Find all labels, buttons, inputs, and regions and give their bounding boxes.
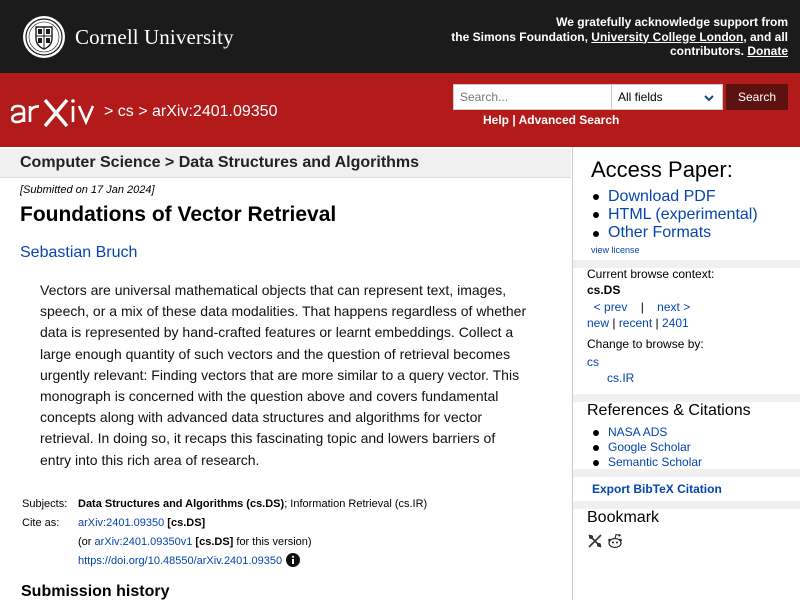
access-paper-title: Access Paper: bbox=[591, 157, 733, 182]
browse-cs-row bbox=[587, 354, 714, 370]
category-title: Computer Science > Data Structures and Algorithms bbox=[20, 154, 420, 171]
references-box bbox=[573, 402, 800, 477]
cite-row bbox=[22, 514, 427, 533]
submission-history-heading: Submission history bbox=[21, 583, 170, 600]
metadata-table bbox=[22, 495, 427, 571]
bibtex-box bbox=[573, 477, 800, 501]
doi-spacer bbox=[22, 552, 78, 571]
access-item bbox=[593, 224, 758, 242]
bullet-icon bbox=[593, 445, 599, 451]
breadcrumb-sep-1: > bbox=[104, 103, 118, 120]
bullet-icon bbox=[593, 212, 599, 218]
cornell-seal-icon bbox=[22, 15, 66, 59]
nasa-ads-link[interactable]: NASA ADS bbox=[608, 425, 668, 439]
reddit-icon[interactable] bbox=[607, 533, 623, 549]
breadcrumb-sep-2: > bbox=[133, 103, 153, 120]
cite-version-post: for this version) bbox=[233, 536, 312, 548]
browse-csir-row bbox=[587, 370, 714, 386]
cite-category: [cs.DS] bbox=[167, 517, 206, 529]
ack-contributors: contributors. bbox=[669, 44, 744, 58]
cite-version-spacer bbox=[22, 533, 78, 552]
paper-title: Foundations of Vector Retrieval bbox=[20, 203, 337, 226]
cite-value bbox=[78, 514, 205, 533]
ack-line-2 bbox=[428, 30, 788, 45]
access-item bbox=[593, 188, 758, 206]
other-formats-link[interactable]: Other Formats bbox=[608, 224, 712, 242]
sidebar bbox=[572, 147, 800, 600]
abstract: Vectors are universal mathematical objects that can represent text, images, speech, or a mix of these data modalities. That happens regardless of whether data is represented by hand-crafted features or learnt embeddings. Collect a large enough quantity of such vectors and the question of retrieval becomes urgently relevant: Finding vectors that are more similar to a query vector. This monograph is concerned with the question above and covers fundamental concepts along with advanced data structures and algorithms for vector retrieval. In doing so, it recaps this fascinating topic and lowers barriers of entry into this rich area of research. bbox=[40, 282, 527, 468]
export-bibtex-link[interactable]: Export BibTeX Citation bbox=[592, 482, 722, 496]
access-links bbox=[593, 188, 758, 243]
search-input[interactable] bbox=[453, 84, 611, 110]
acknowledgement bbox=[428, 15, 788, 59]
view-license-link[interactable]: view license bbox=[591, 245, 640, 255]
doi-value bbox=[78, 552, 300, 571]
pipe-sep: | bbox=[640, 300, 644, 314]
ack-simons: the Simons Foundation, bbox=[451, 29, 588, 44]
google-scholar-link[interactable]: Google Scholar bbox=[608, 440, 691, 454]
bullet-icon bbox=[593, 460, 599, 466]
ref-item bbox=[593, 440, 702, 455]
html-link[interactable]: HTML (experimental) bbox=[608, 206, 758, 224]
arxiv-logo-icon[interactable] bbox=[9, 95, 101, 131]
top-bar bbox=[0, 0, 800, 73]
sidebar-separator bbox=[573, 394, 800, 402]
browse-context-value: cs.DS bbox=[587, 283, 621, 297]
primary-subject: Data Structures and Algorithms (cs.DS) bbox=[78, 498, 285, 510]
field-select[interactable] bbox=[611, 84, 723, 110]
browse-box bbox=[573, 268, 800, 394]
download-pdf-link[interactable]: Download PDF bbox=[608, 188, 716, 205]
browse-cs-link[interactable]: cs bbox=[587, 355, 599, 369]
cite-version-link[interactable]: arXiv:2401.09350v1 bbox=[94, 536, 193, 548]
references-title: References & Citations bbox=[587, 402, 751, 419]
new-link[interactable]: new bbox=[587, 316, 610, 330]
breadcrumb bbox=[104, 103, 277, 121]
arxiv-header bbox=[0, 73, 800, 147]
browse-context bbox=[587, 266, 714, 386]
prev-link[interactable]: < prev bbox=[593, 300, 628, 314]
category-header bbox=[0, 149, 571, 178]
browse-csir-link[interactable]: cs.IR bbox=[607, 371, 635, 385]
next-link[interactable]: next > bbox=[657, 300, 691, 314]
subjects-value bbox=[78, 495, 427, 514]
bullet-icon bbox=[593, 194, 599, 200]
help-link[interactable]: Help bbox=[483, 113, 510, 127]
breadcrumb-cs[interactable]: cs bbox=[117, 103, 134, 120]
access-item bbox=[593, 206, 758, 224]
doi-link[interactable]: https://doi.org/10.48550/arXiv.2401.09350 bbox=[78, 555, 283, 567]
sidebar-separator bbox=[573, 501, 800, 509]
year-link[interactable]: 2401 bbox=[661, 316, 689, 330]
access-paper-box bbox=[573, 147, 800, 260]
bullet-icon bbox=[593, 430, 599, 436]
breadcrumb-paper-id: arXiv:2401.09350 bbox=[152, 103, 278, 120]
ack-line-3 bbox=[428, 44, 788, 59]
ack-and-all: , and all bbox=[743, 29, 788, 44]
field-select-value: All fields bbox=[618, 90, 663, 104]
bookmark-title: Bookmark bbox=[587, 509, 660, 526]
bookmark-box bbox=[573, 509, 800, 567]
search-button[interactable]: Search bbox=[726, 84, 788, 110]
bibsonomy-icon[interactable] bbox=[587, 533, 603, 549]
recent-link[interactable]: recent bbox=[618, 316, 653, 330]
bullet-icon bbox=[593, 231, 599, 237]
semantic-scholar-link[interactable]: Semantic Scholar bbox=[608, 455, 703, 469]
advanced-search-link[interactable]: Advanced Search bbox=[518, 113, 620, 127]
author-link[interactable]: Sebastian Bruch bbox=[20, 244, 138, 261]
donate-link[interactable]: Donate bbox=[747, 44, 788, 58]
ref-item bbox=[593, 425, 702, 440]
chevron-down-icon bbox=[704, 93, 714, 103]
university-name: Cornell University bbox=[75, 24, 234, 49]
cite-version-category: [cs.DS] bbox=[195, 536, 234, 548]
help-links: Help | Advanced Search bbox=[483, 113, 620, 127]
ack-line-1: We gratefully acknowledge support from bbox=[556, 15, 788, 29]
change-browse-label: Change to browse by: bbox=[587, 337, 704, 351]
prev-next bbox=[587, 299, 714, 315]
search-bar bbox=[453, 84, 788, 110]
subjects-label: Subjects: bbox=[22, 498, 68, 510]
cornell-logo[interactable] bbox=[22, 14, 234, 60]
ref-item bbox=[593, 455, 702, 470]
main-content bbox=[0, 147, 572, 600]
subjects-row bbox=[22, 495, 427, 514]
cite-id-link[interactable]: arXiv:2401.09350 bbox=[78, 517, 165, 529]
ucl-link[interactable]: University College London bbox=[591, 29, 744, 44]
submitted-date: [Submitted on 17 Jan 2024] bbox=[20, 184, 155, 196]
list-links: new | recent | 2401 bbox=[587, 316, 689, 330]
cite-version-row bbox=[22, 533, 427, 552]
info-icon[interactable] bbox=[286, 553, 300, 567]
cite-version-value bbox=[78, 533, 312, 552]
sidebar-separator bbox=[573, 469, 800, 477]
browse-context-label: Current browse context: bbox=[587, 267, 715, 281]
secondary-subject: ; Information Retrieval (cs.IR) bbox=[284, 498, 428, 510]
cite-version-pre: (or bbox=[78, 536, 95, 548]
doi-row bbox=[22, 552, 427, 571]
references-links bbox=[593, 425, 702, 470]
bookmark-icons bbox=[587, 533, 623, 549]
cite-label: Cite as: bbox=[22, 517, 60, 529]
